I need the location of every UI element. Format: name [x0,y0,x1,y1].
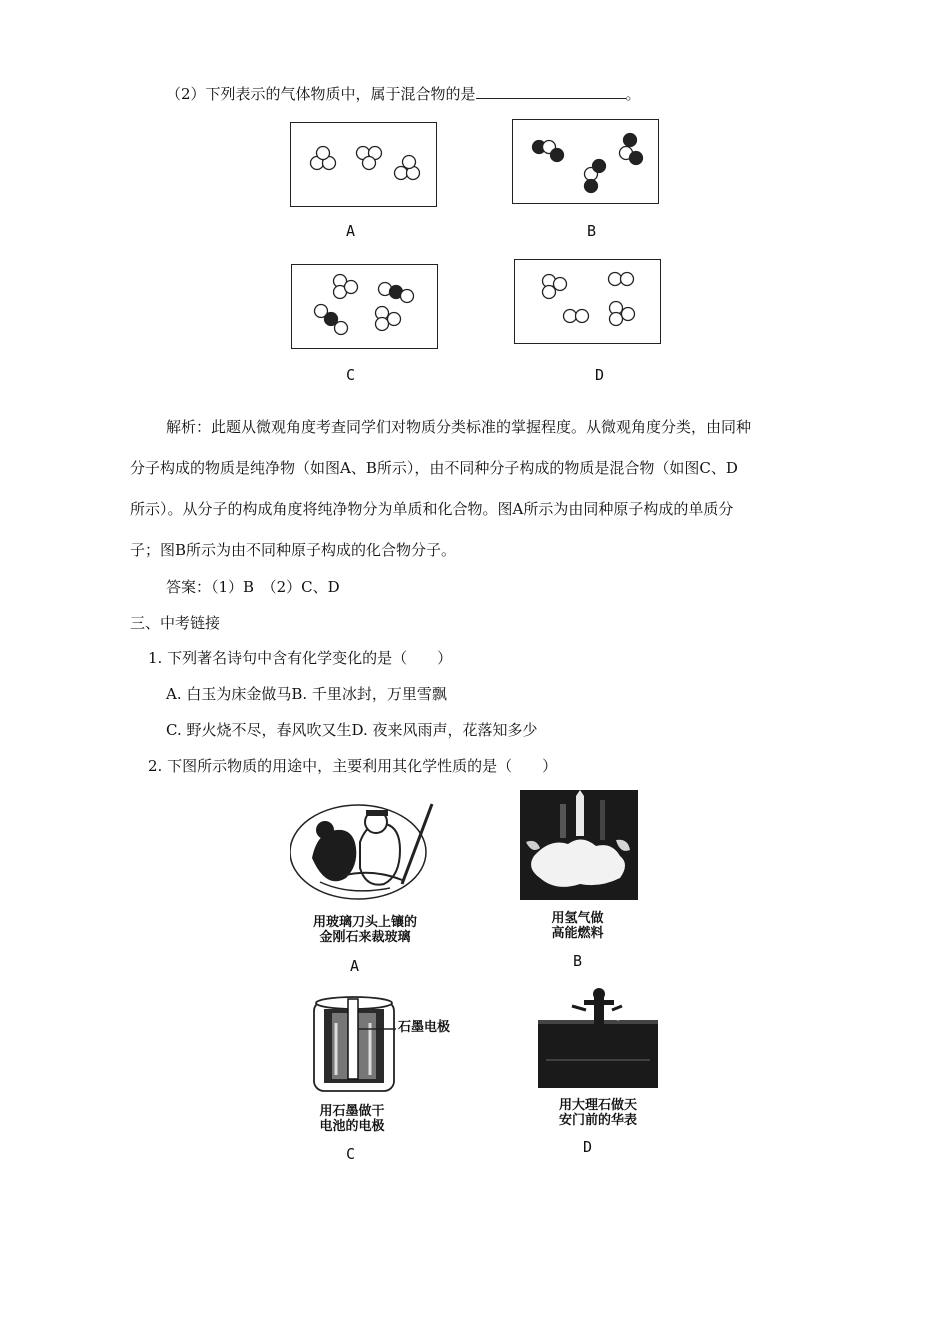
picture-c-label: C [346,1145,356,1163]
section-heading: 三、中考链接 [130,614,221,632]
picture-b-caption [520,911,635,941]
diagram-a-molecules [291,123,436,206]
picture-b-caption-line-1: 用氢气做 [551,911,604,926]
diagram-c-label: C [346,366,356,384]
diagram-d-label: D [595,366,605,384]
picture-b-caption-line-2: 高能燃料 [551,926,604,941]
diagram-b-label: B [587,222,597,240]
picture-b-rocket-launch [520,790,638,900]
picture-a-caption-line-1: 用玻璃刀头上镶的 [312,915,417,930]
diagram-d-molecules [515,260,660,343]
analysis-line-4: 子；图B所示为由不同种原子构成的化合物分子。 [130,541,457,559]
picture-c-caption-line-2: 电池的电极 [319,1119,385,1134]
question-1-options-cd: C. 野火烧不尽，春风吹又生D. 夜来风雨声，花落知多少 [166,721,538,739]
diagram-b [512,119,659,204]
diagram-a [290,122,437,207]
picture-d-caption-line-2: 安门前的华表 [558,1113,637,1128]
diagram-c [291,264,438,349]
analysis-line-3: 所示）。从分子的构成角度将纯净物分为单质和化合物。图A所示为由同种原子构成的单质分 [130,500,734,518]
diagram-a-label: A [346,222,356,240]
question-2-line [166,84,641,104]
picture-a-caption [300,915,430,945]
picture-c-caption-line-1: 用石墨做干 [319,1104,385,1119]
question-2-tail: 。 [625,85,641,103]
diagram-d [514,259,661,344]
analysis-line-1: 解析：此题从微观角度考查同学们对物质分类标准的掌握程度。从微观角度分类，由同种 [166,418,752,436]
picture-c-battery [310,993,398,1097]
picture-d-caption-line-1: 用大理石做天 [558,1098,637,1113]
question-1-stem: 1. 下列著名诗句中含有化学变化的是（ ） [148,649,453,667]
picture-c-caption [292,1104,412,1134]
picture-d-huabiao [538,988,658,1088]
diagram-c-molecules [292,265,437,348]
picture-a-label: A [350,957,360,975]
picture-b-label: B [573,952,583,970]
question-2b-stem: 2. 下图所示物质的用途中，主要利用其化学性质的是（ ） [148,757,558,775]
answer-blank [476,84,626,99]
picture-d-label: D [583,1138,593,1156]
answer-line: 答案：（1）B （2）C、D [166,578,340,596]
question-1-options-ab: A. 白玉为床金做马B. 千里冰封，万里雪飘 [166,685,447,703]
analysis-line-2: 分子构成的物质是纯净物（如图A、B所示），由不同种分子构成的物质是混合物（如图C、D [130,459,738,477]
picture-a-caption-line-2: 金刚石来裁玻璃 [319,930,411,945]
question-2-text: （2）下列表示的气体物质中，属于混合物的是 [166,85,476,103]
diagram-b-molecules [513,120,658,203]
picture-c-side-label: 石墨电极 [398,1020,451,1035]
picture-d-caption [538,1098,658,1128]
picture-a-glass-cutting [290,800,440,905]
